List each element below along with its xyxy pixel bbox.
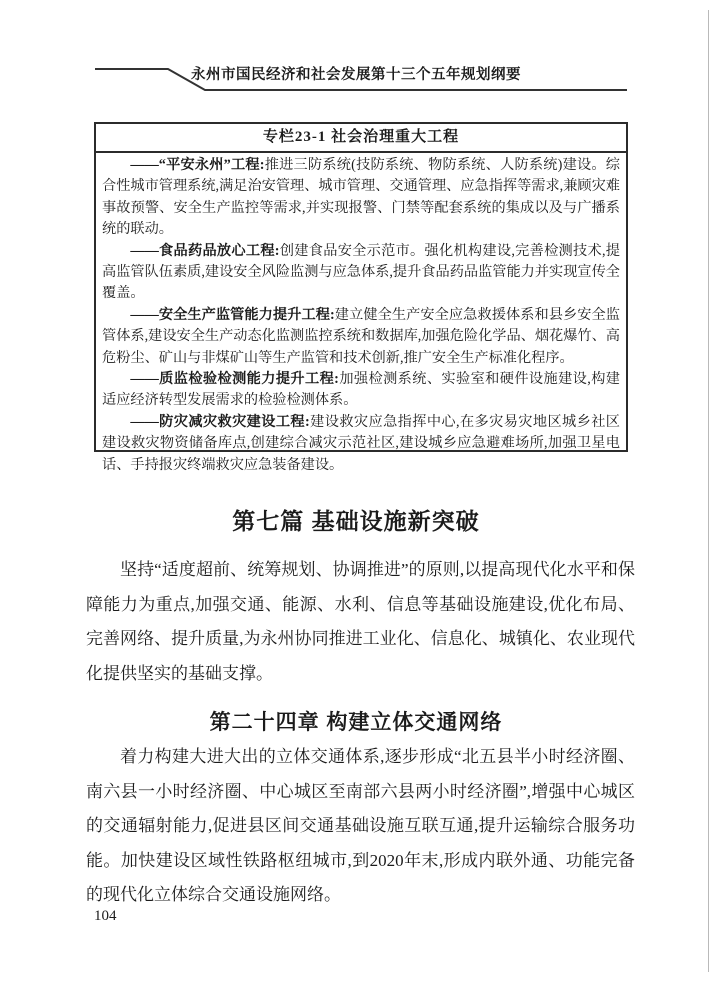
box-paragraph <box>102 241 620 305</box>
box-paragraph-text: 建设救灾应急指挥中心,在多灾易灾地区城乡社区建设救灾物资储备库点,创建综合减灾示范社区,建设城乡应急避难场所,加强卫星电话、手持报灾终端救灾应急装备建设。 <box>102 413 620 473</box>
header-rule-line <box>0 0 721 100</box>
box-paragraph-text: 推进三防系统(技防系统、物防系统、人防系统)建设。综合性城市管理系统,满足治安管理、城市管理、交通管理、应急指挥等需求,兼顾灾难事故预警、安全生产监控等需求,并实现报警、门禁等配套系统的集成以及与广播系统的联动。 <box>102 157 620 238</box>
box-paragraph <box>102 155 620 241</box>
box-paragraph <box>102 369 620 412</box>
chapter-heading: 第二十四章 构建立体交通网络 <box>209 711 503 734</box>
box-paragraph-text: 创建食品安全示范市。强化机构建设,完善检测技术,提高监管队伍素质,建设安全风险监测与应急体系,提升食品药品监管能力并实现宣传全覆盖。 <box>102 242 620 302</box>
running-header-title: 永州市国民经济和社会发展第十三个五年规划纲要 <box>191 67 521 83</box>
box-paragraph-text: 加强检测系统、实验室和硬件设施建设,构建适应经济转型发展需求的检验检测体系。 <box>102 371 620 409</box>
box-paragraph-text: 建立健全生产安全应急救援体系和县乡安全监管体系,建设安全生产动态化监测监控系统和数据库,加强危险化学品、烟花爆竹、高危粉尘、矿山与非煤矿山等生产监管和技术创新,推广安全生产标准化程序。 <box>102 306 620 366</box>
page-number: 104 <box>94 908 117 924</box>
column-box-title: 专栏23-1 社会治理重大工程 <box>96 124 626 153</box>
part-heading: 第七篇 基础设施新突破 <box>232 508 480 534</box>
column-box <box>94 122 628 473</box>
part-intro-paragraph: 坚持“适度超前、统筹规划、协调推进”的原则,以提高现代化水平和保障能力为重点,加强交通、能源、水利、信息等基础设施建设,优化布局、完善网络、提升质量,为永州协同推进工业化、信息化、城镇化、农业现代化提供坚实的基础支撑。 <box>86 560 635 683</box>
box-paragraph-lead: ——“平安永州”工程: <box>130 157 265 173</box>
box-paragraph <box>102 412 620 476</box>
box-paragraph-lead: ——安全生产监管能力提升工程: <box>130 306 335 323</box>
box-paragraph-lead: ——防灾减灾救灾建设工程: <box>130 413 310 430</box>
box-paragraph-lead: ——质监检验检测能力提升工程: <box>130 371 339 388</box>
scan-edge-line <box>708 10 709 972</box>
box-paragraph-lead: ——食品药品放心工程: <box>130 242 280 259</box>
column-box-body <box>96 153 626 476</box>
chapter-intro-paragraph: 着力构建大进大出的立体交通体系,逐步形成“北五县半小时经济圈、南六县一小时经济圈、中心城区至南部六县两小时经济圈”,增强中心城区的交通辐射能力,促进县区间交通基础设施互联互通,提升运输综合服务功能。加快建设区域性铁路枢纽城市,到2020年末,形成内联外通、功能完备的现代化立体综合交通设施网络。 <box>86 747 635 904</box>
box-paragraph <box>102 305 620 369</box>
